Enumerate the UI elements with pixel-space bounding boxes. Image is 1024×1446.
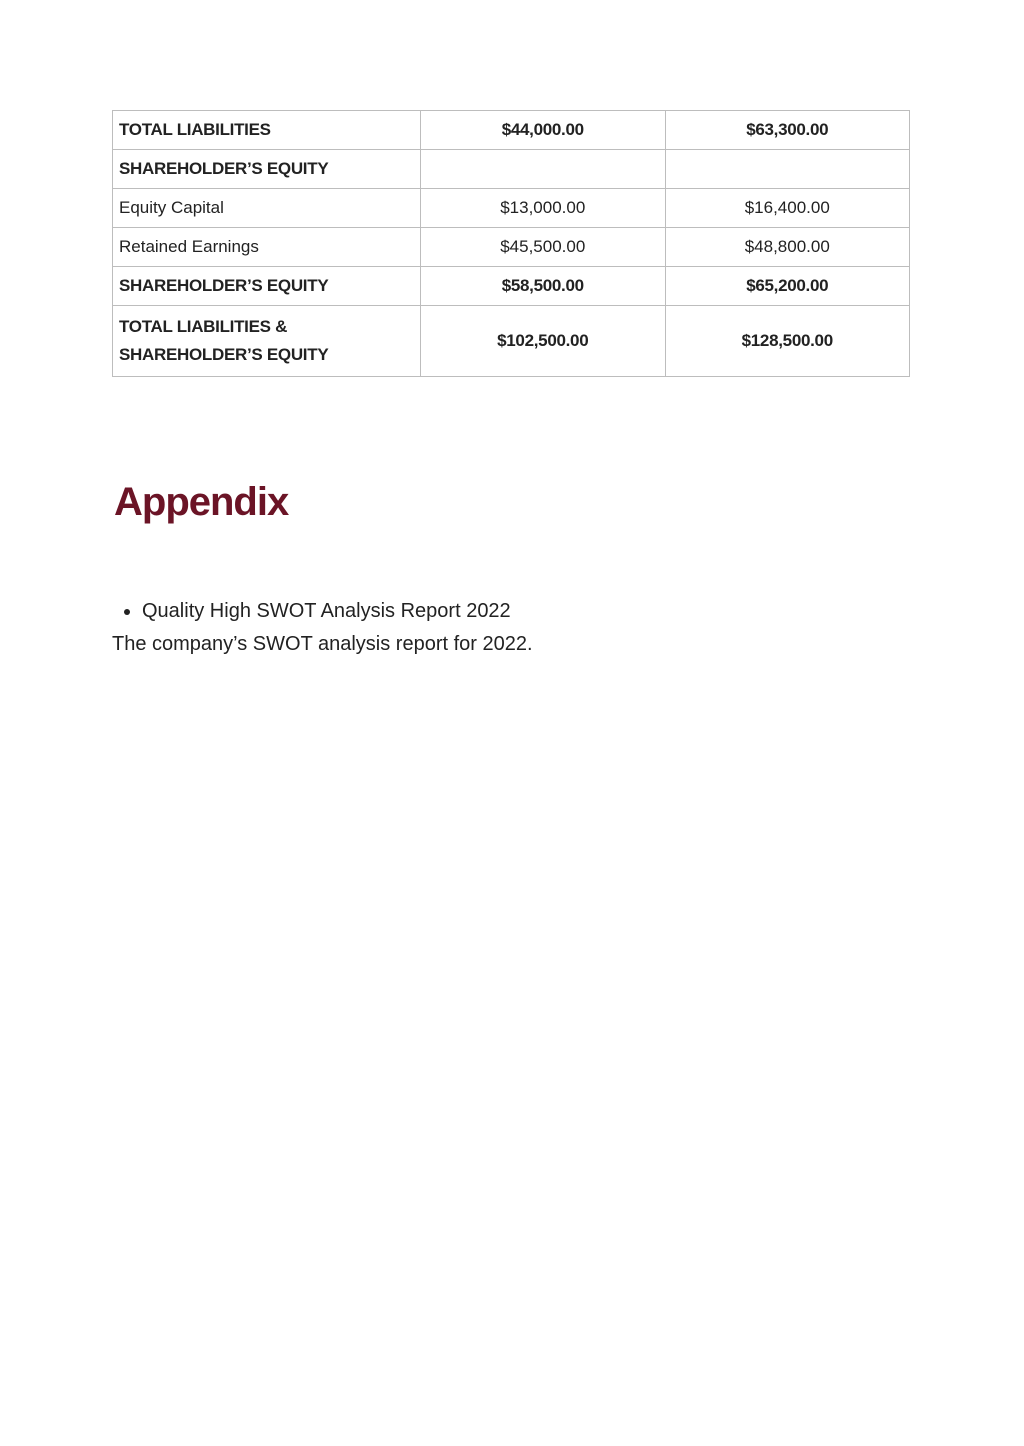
- table-row: [113, 267, 910, 306]
- value-cell: $13,000.00: [421, 189, 666, 228]
- table-row: [113, 150, 910, 189]
- table-row: [113, 111, 910, 150]
- value-cell: $16,400.00: [665, 189, 910, 228]
- row-label-line: TOTAL LIABILITIES &: [119, 317, 288, 336]
- list-item: • Quality High SWOT Analysis Report 2022: [142, 597, 511, 625]
- row-label: Retained Earnings: [113, 228, 421, 267]
- value-cell: $44,000.00: [421, 111, 666, 150]
- appendix-description: The company’s SWOT analysis report for 2022.: [112, 633, 533, 655]
- value-cell: $45,500.00: [421, 228, 666, 267]
- balance-sheet-table: [112, 110, 910, 377]
- table-row: [113, 306, 910, 377]
- value-cell: $65,200.00: [665, 267, 910, 306]
- value-cell: [665, 150, 910, 189]
- row-label: Equity Capital: [113, 189, 421, 228]
- appendix-heading: Appendix: [114, 480, 289, 524]
- value-cell: [421, 150, 666, 189]
- value-cell: $102,500.00: [421, 306, 666, 377]
- balance-sheet-section: [112, 110, 910, 377]
- row-label: [113, 306, 421, 377]
- row-label: SHAREHOLDER’S EQUITY: [113, 267, 421, 306]
- table-row: [113, 189, 910, 228]
- appendix-list: [112, 597, 511, 625]
- table-row: [113, 228, 910, 267]
- row-label-line: SHAREHOLDER’S EQUITY: [119, 345, 329, 364]
- row-label: TOTAL LIABILITIES: [113, 111, 421, 150]
- value-cell: $63,300.00: [665, 111, 910, 150]
- value-cell: $48,800.00: [665, 228, 910, 267]
- row-label: SHAREHOLDER’S EQUITY: [113, 150, 421, 189]
- value-cell: $128,500.00: [665, 306, 910, 377]
- value-cell: $58,500.00: [421, 267, 666, 306]
